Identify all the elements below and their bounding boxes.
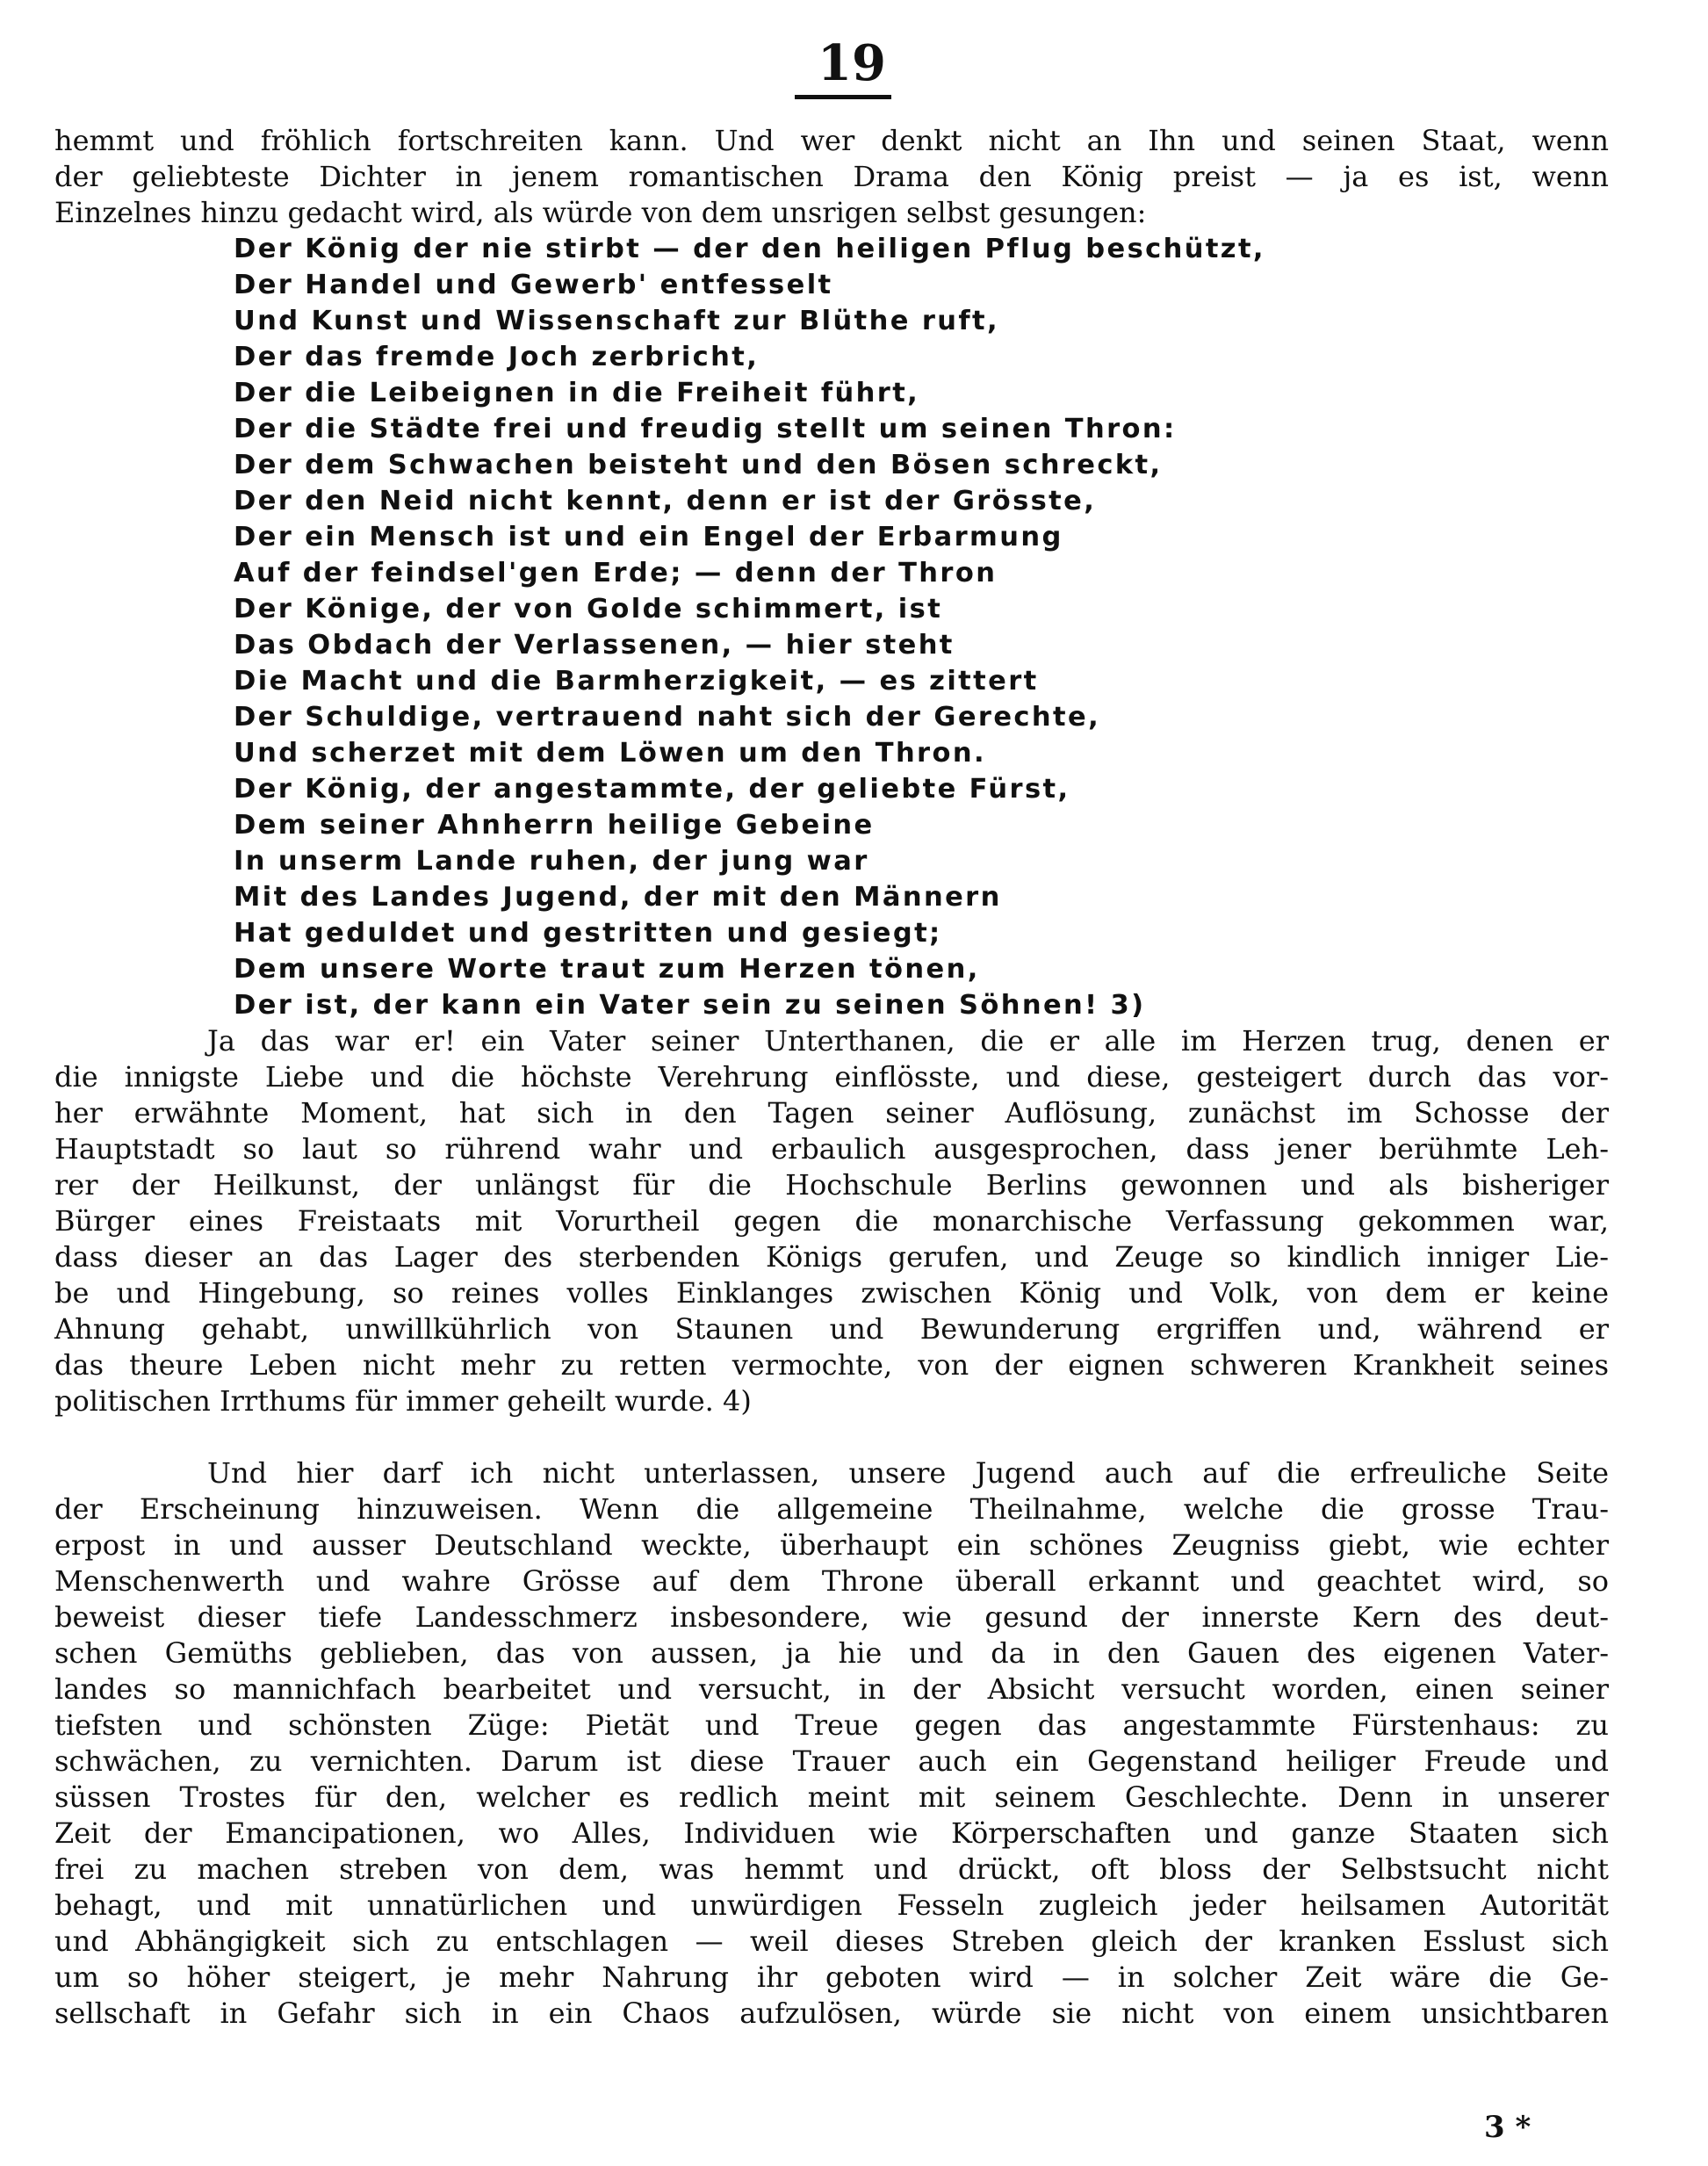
verse-line: Der den Neid nicht kennt, denn er ist der Grösste, [234, 486, 1097, 516]
text-line: schwächen, zu vernichten. Darum ist diese Trauer auch ein Gegenstand heiliger Freude und [54, 1744, 1609, 1778]
verse-line: Der die Leibeignen in die Freiheit führt, [234, 378, 920, 408]
text-line: erpost in und ausser Deutschland weckte, überhaupt ein schönes Zeugniss giebt, wie echter [54, 1528, 1609, 1562]
text-line: der geliebteste Dichter in jenem romantischen Drama den König preist — ja es ist, wenn [54, 160, 1609, 193]
page-number-underline [795, 95, 891, 99]
verse-line: Dem seiner Ahnherrn heilige Gebeine [234, 810, 875, 841]
verse-line: Und scherzet mit dem Löwen um den Thron. [234, 738, 986, 769]
text-line: Ja das war er! ein Vater seiner Unterthanen, die er alle im Herzen trug, denen er [207, 1024, 1609, 1058]
text-line: rer der Heilkunst, der unlängst für die Hochschule Berlins gewonnen und als bisheriger [54, 1168, 1609, 1202]
verse-line: Der Handel und Gewerb' entfesselt [234, 270, 833, 300]
verse-line: Der dem Schwachen beisteht und den Bösen schreckt, [234, 450, 1163, 480]
text-line: landes so mannichfach bearbeitet und versucht, in der Absicht versucht worden, einen seiner [54, 1672, 1609, 1706]
text-line: Einzelnes hinzu gedacht wird, als würde von dem unsrigen selbst gesungen: [54, 196, 1147, 229]
text-line: Menschenwerth und wahre Grösse auf dem Throne überall erkannt und geachtet wird, so [54, 1564, 1609, 1598]
text-line: dass dieser an das Lager des sterbenden Königs gerufen, und Zeuge so kindlich inniger Lie- [54, 1240, 1609, 1274]
text-line: Und hier darf ich nicht unterlassen, unsere Jugend auch auf die erfreuliche Seite [207, 1456, 1609, 1490]
text-line: beweist dieser tiefe Landesschmerz insbesondere, wie gesund der innerste Kern des deut- [54, 1600, 1609, 1634]
page-number: 19 [818, 34, 886, 92]
verse-line: Dem unsere Worte traut zum Herzen tönen, [234, 954, 980, 985]
text-line: frei zu machen streben von dem, was hemmt und drückt, oft bloss der Selbstsucht nicht [54, 1852, 1609, 1886]
text-line: sellschaft in Gefahr sich in ein Chaos aufzulösen, würde sie nicht von einem unsichtbaren [54, 1996, 1609, 2030]
text-line: der Erscheinung hinzuweisen. Wenn die allgemeine Theilnahme, welche die grosse Trau- [54, 1492, 1609, 1526]
text-line: die innigste Liebe und die höchste Verehrung einflösste, und diese, gesteigert durch das vor- [54, 1060, 1609, 1094]
text-line: schen Gemüths geblieben, das von aussen, ja hie und da in den Gauen des eigenen Vater- [54, 1636, 1609, 1670]
text-line: das theure Leben nicht mehr zu retten vermochte, von der eignen schweren Krankheit seines [54, 1348, 1609, 1382]
verse-line: Der ein Mensch ist und ein Engel der Erbarmung [234, 522, 1063, 552]
verse-line: Das Obdach der Verlassenen, — hier steht [234, 630, 955, 661]
text-line: Bürger eines Freistaats mit Vorurtheil gegen die monarchische Verfassung gekommen war, [54, 1204, 1609, 1238]
verse-line: Mit des Landes Jugend, der mit den Männern [234, 882, 1002, 913]
verse-line: Auf der feindsel'gen Erde; — denn der Thron [234, 558, 998, 588]
verse-line: Die Macht und die Barmherzigkeit, — es zittert [234, 666, 1039, 697]
text-line: behagt, und mit unnatürlichen und unwürdigen Fesseln zugleich jeder heilsamen Autorität [54, 1888, 1609, 1922]
text-line: her erwähnte Moment, hat sich in den Tagen seiner Auflösung, zunächst im Schosse der [54, 1096, 1609, 1130]
text-line: und Abhängigkeit sich zu entschlagen — weil dieses Streben gleich der kranken Esslust sich [54, 1924, 1609, 1958]
text-line: um so höher steigert, je mehr Nahrung ihr geboten wird — in solcher Zeit wäre die Ge- [54, 1960, 1609, 1994]
verse-line: Der ist, der kann ein Vater sein zu seinen Söhnen! 3) [234, 990, 1146, 1021]
verse-line: Hat geduldet und gestritten und gesiegt; [234, 918, 942, 949]
verse-line: Und Kunst und Wissenschaft zur Blüthe ruft, [234, 306, 1000, 336]
text-line: Zeit der Emancipationen, wo Alles, Individuen wie Körperschaften und ganze Staaten sich [54, 1816, 1609, 1850]
verse-line: Der die Städte frei und freudig stellt um seinen Thron: [234, 414, 1177, 444]
verse-line: Der König, der angestammte, der geliebte Fürst, [234, 774, 1070, 805]
text-line: süssen Trostes für den, welcher es redlich meint mit seinem Geschlechte. Denn in unserer [54, 1780, 1609, 1814]
text-line: Ahnung gehabt, unwillkührlich von Staunen und Bewunderung ergriffen und, während er [54, 1312, 1609, 1346]
text-line: politischen Irrthums für immer geheilt wurde. 4) [54, 1384, 752, 1418]
text-line: Hauptstadt so laut so rührend wahr und erbaulich ausgesprochen, dass jener berühmte Leh- [54, 1132, 1609, 1166]
verse-line: Der Schuldige, vertrauend naht sich der Gerechte, [234, 702, 1101, 733]
verse-line: In unserm Lande ruhen, der jung war [234, 846, 869, 877]
text-line: hemmt und fröhlich fortschreiten kann. Und wer denkt nicht an Ihn und seinen Staat, wenn [54, 124, 1609, 157]
signature-mark: 3 * [1484, 2110, 1531, 2145]
verse-line: Der Könige, der von Golde schimmert, ist [234, 594, 943, 625]
text-line: be und Hingebung, so reines volles Einklanges zwischen König und Volk, von dem er keine [54, 1276, 1609, 1310]
text-line: tiefsten und schönsten Züge: Pietät und Treue gegen das angestammte Fürstenhaus: zu [54, 1708, 1609, 1742]
verse-line: Der König der nie stirbt — der den heiligen Pflug beschützt, [234, 234, 1265, 264]
verse-line: Der das fremde Joch zerbricht, [234, 342, 760, 372]
